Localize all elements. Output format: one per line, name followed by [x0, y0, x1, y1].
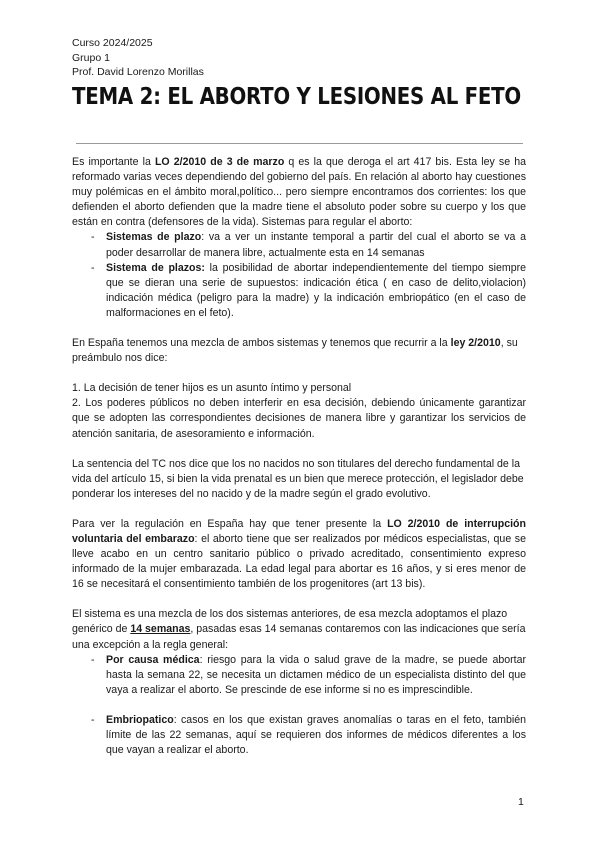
regulation-systems-list: [72, 230, 526, 321]
list-item: [72, 653, 526, 698]
document-header: [72, 36, 204, 80]
dash-marker: -: [91, 231, 95, 244]
regulation-text-post: : el aborto tiene que ser realizados por médicos especialistas, que se lleve acabo en un centro sanitario público o privado acreditado, consentimiento expreso informado de la mujer embarazada. La edad legal para abortar es 16 años, y si eres menor de 16 se necesitará el consentimiento también de los progenitores (art 13 bis).: [72, 532, 526, 591]
list-item-term: Sistema de plazos:: [106, 261, 205, 274]
list-item-text: la posibilidad de abortar independientemente del tiempo siempre que se dieran una serie de supuestos: indicación ética ( en caso de delito,violacion) indicación médica (peligro para la madre) y la indicación embriopático (en el caso de malformaciones en el feto).: [106, 261, 527, 319]
regulation-text-pre: Para ver la regulación en España hay que tener presente la: [72, 517, 388, 530]
intro-text-post: q es la que deroga el art 417 bis. Esta ley se ha reformado varias veces dependiendo del gobierno del país. En relación al aborto hay cuestiones muy polémicas en el ámbito moral,político... pero siempre encontramos dos corrientes: los que defienden el aborto defienden que la madre tiene el absoluto poder sobre su cuerpo y los que están en contra (defensores de la vida). Sistemas para regular el aborto:: [72, 156, 526, 229]
mixed-text-pre: El sistema es una mezcla de los dos sistemas anteriores, de esa mezcla adoptamos el plazo genérico de: [72, 608, 508, 636]
document-title: TEMA 2: EL ABORTO Y LESIONES AL FETO: [72, 84, 521, 110]
intro-paragraph: [72, 155, 526, 230]
regulation-paragraph: [72, 517, 526, 592]
list-item: [72, 261, 526, 321]
preamble-paragraph: [72, 381, 526, 441]
weeks-highlight: 14 semanas: [130, 623, 191, 636]
preamble-item-2: 2. Los poderes públicos no deben interferir en esa decisión, debiendo únicamente garantizar que se adopten las correspondientes decisiones de manera libre y garantizar los servicios de atención sanitaria, de asesoramiento e información.: [72, 397, 526, 440]
dash-marker: -: [91, 713, 95, 726]
spain-paragraph: [72, 336, 526, 366]
page-number: 1: [518, 796, 524, 808]
tc-paragraph: La sentencia del TC nos dice que los no nacidos no son titulares del derecho fundamental de la vida del artículo 15, si bien la vida prenatal es un bien que merece protección, el legislador debe ponderar los intereses del no nacido y de la madre según el grado evolutivo.: [72, 457, 524, 500]
horizontal-divider: [76, 143, 523, 144]
spain-text-pre: En España tenemos una mezcla de ambos sistemas y tenemos que recurrir a la: [72, 337, 451, 350]
dash-marker: -: [91, 261, 95, 274]
indications-list: [72, 653, 526, 759]
list-item-text: : va a ver un instante temporal a partir del cual el aborto se va a poder desarrollar de manera libre, actualmente esta en 14 semanas: [106, 231, 526, 259]
course-line: Curso 2024/2025: [72, 37, 153, 49]
list-item-term: Sistemas de plazo: [106, 231, 202, 244]
list-item-text: : casos en los que existan graves anomalías o taras en el feto, también límite de las 22 semanas, aquí se requieren dos informes de médicos diferentes a los que vayan a realizar el aborto.: [106, 713, 526, 757]
list-item-term: Por causa médica: [106, 653, 200, 666]
professor-line: Prof. David Lorenzo Morillas: [72, 66, 204, 78]
dash-marker: -: [91, 653, 95, 666]
mixed-text-post: , pasadas esas 14 semanas contaremos con las indicaciones que sería una excepción a la regla general:: [72, 623, 526, 651]
intro-law-ref: LO 2/2010 de 3 de marzo: [154, 156, 285, 168]
list-item-term: Embriopatico: [106, 713, 174, 726]
group-line: Grupo 1: [72, 51, 110, 64]
document-body: [72, 155, 526, 773]
spain-law-ref: ley 2/2010: [450, 337, 501, 350]
list-item-text: : riesgo para la vida o salud grave de la madre, se puede abortar hasta la semana 22, se necesita un dictamen médico de un especialista distinto del que vaya a realizar el aborto. Se prescinde de ese informe si no es imprescindible.: [106, 653, 527, 696]
list-item: [72, 230, 526, 260]
intro-text-pre: Es importante la: [72, 156, 155, 168]
mixed-system-paragraph: [72, 607, 526, 652]
regulation-law-ref: LO 2/2010 de interrupción voluntaria del embarazo: [72, 517, 526, 545]
preamble-item-1: 1. La decisión de tener hijos es un asunto íntimo y personal: [72, 382, 352, 395]
spain-text-post: , su preámbulo nos dice:: [72, 337, 518, 365]
list-item: [72, 713, 526, 758]
